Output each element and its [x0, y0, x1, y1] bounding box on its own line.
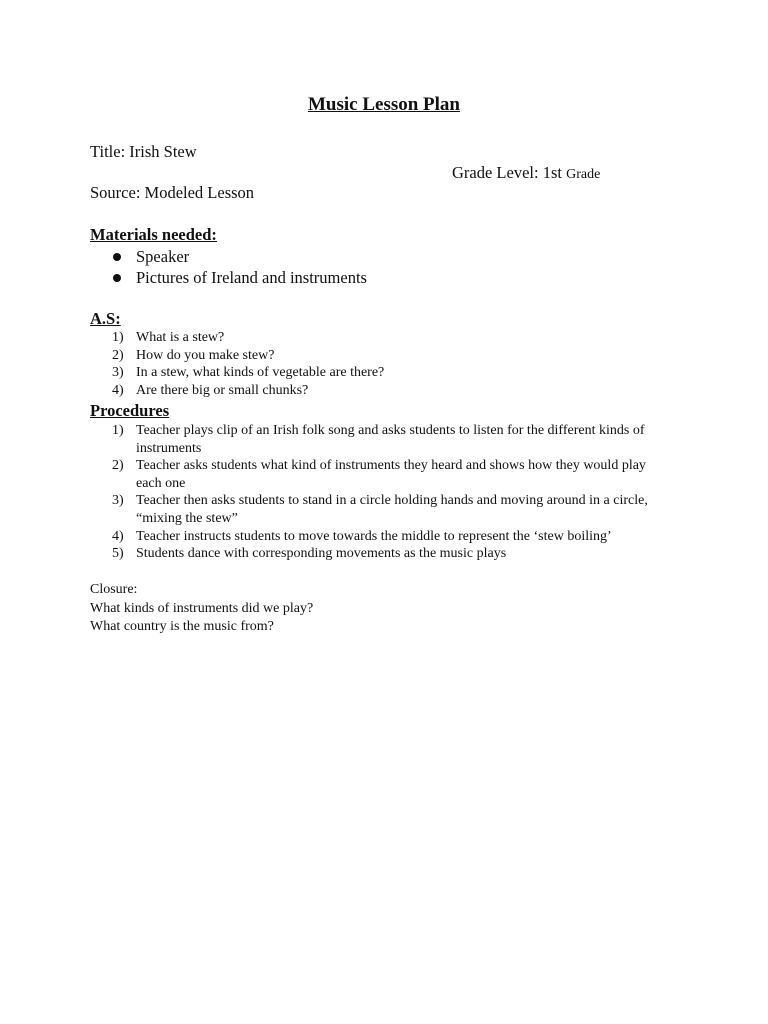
list-item: 4) Teacher instructs students to move towards the middle to represent the ‘stew boiling’: [112, 528, 612, 544]
closure-section: [90, 581, 313, 637]
procedures-heading: Procedures: [90, 401, 170, 420]
lesson-source: Source: Modeled Lesson: [90, 183, 255, 202]
bullet-icon: [113, 274, 121, 282]
grade-level: [452, 163, 600, 185]
list-item: 3) In a stew, what kinds of vegetable are there?: [112, 365, 385, 381]
closure-question: What kinds of instruments did we play?: [90, 600, 314, 616]
lesson-title: Title: Irish Stew: [90, 142, 197, 161]
list-item: 2) How do you make stew?: [112, 347, 275, 363]
closure-question: What country is the music from?: [90, 619, 274, 634]
closure-label: Closure:: [90, 582, 138, 597]
as-heading: A.S:: [90, 309, 121, 328]
list-item: Pictures of Ireland and instruments: [112, 267, 367, 288]
list-item: 4) Are there big or small chunks?: [112, 382, 309, 398]
list-item: 2) Teacher asks students what kind of instruments they heard and shows how they would play each one: [112, 458, 646, 491]
procedures-list: [112, 422, 672, 563]
list-item: 1) What is a stew?: [112, 330, 225, 345]
list-item: Speaker: [112, 246, 367, 267]
list-item: 1) Teacher plays clip of an Irish folk song and asks students to listen for the different kinds of instruments: [112, 423, 645, 456]
list-item: 5) Students dance with corresponding movements as the music plays: [112, 546, 507, 562]
materials-heading: Materials needed:: [90, 225, 217, 244]
grade-level-label: Grade Level: 1st: [452, 163, 562, 182]
list-item: 3) Teacher then asks students to stand in a circle holding hands and moving around in a circle, “mixing the stew”: [112, 493, 648, 526]
materials-list: [112, 246, 367, 288]
as-list: [112, 329, 672, 399]
grade-level-value: Grade: [566, 167, 601, 182]
document-title: Music Lesson Plan: [307, 94, 461, 115]
bullet-icon: [113, 253, 121, 261]
